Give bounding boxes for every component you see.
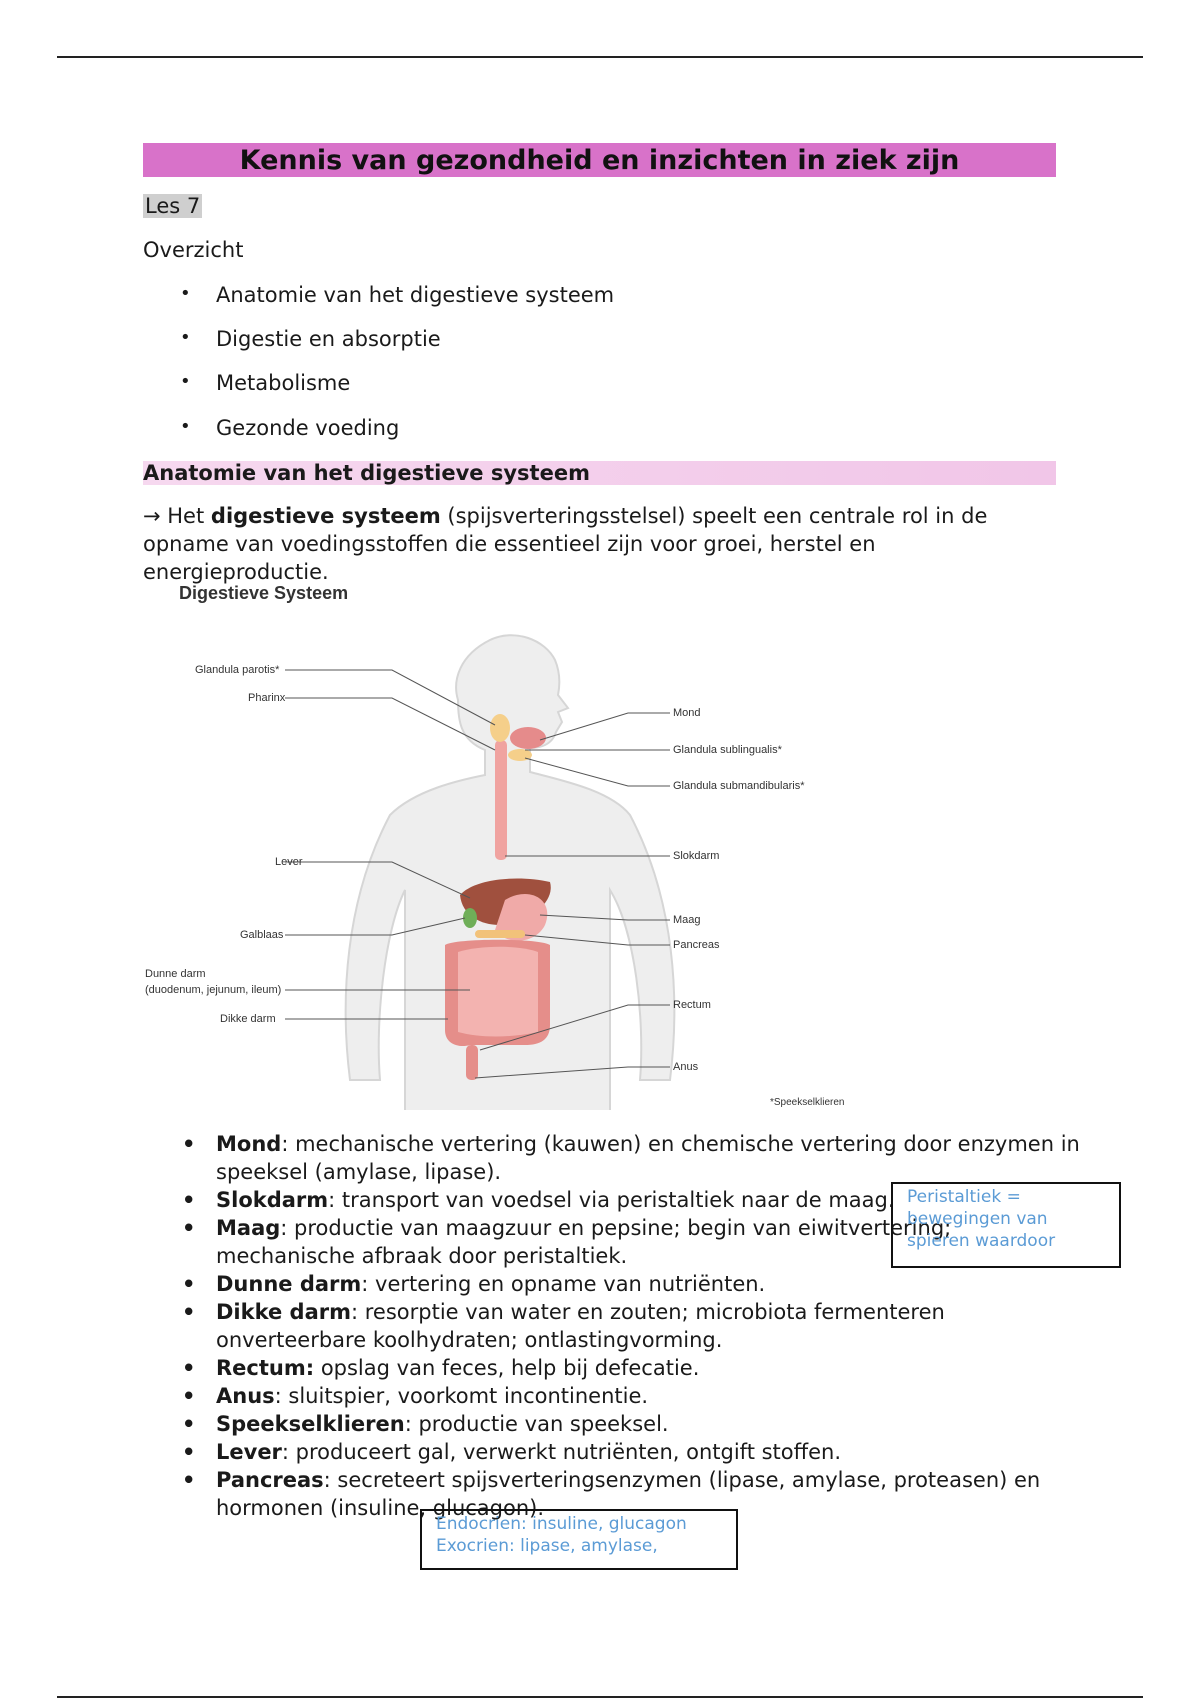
organ-desc: : produceert gal, verwerkt nutriënten, ontgift stoffen.: [281, 1440, 842, 1464]
intro-arrow: → Het: [143, 504, 211, 528]
label-galblaas: Galblaas: [240, 929, 284, 941]
document-title-text: Kennis van gezondheid en inzichten in ziek zijn: [239, 144, 960, 176]
gallbladder-shape: [463, 908, 477, 928]
organ-term: Mond: [216, 1132, 282, 1156]
organ-desc: : vertering en opname van nutriënten.: [361, 1272, 766, 1296]
bullet-icon: •: [182, 1468, 196, 1492]
organ-item: [182, 1438, 1096, 1466]
overview-item-text: Gezonde voeding: [216, 416, 400, 440]
organ-desc: : resorptie van water en zouten; microbiota fermenteren onverteerbare koolhydraten; ontlastingvorming.: [216, 1300, 945, 1352]
organ-term: Lever: [216, 1440, 282, 1464]
intro-bold: digestieve systeem: [210, 504, 441, 528]
overview-item-text: Metabolisme: [216, 371, 351, 395]
organ-item: [182, 1410, 1096, 1438]
label-glandula-sublingualis: Glandula sublingualis*: [673, 744, 782, 756]
figure-title: Digestieve Systeem: [179, 583, 349, 603]
label-dikke-darm: Dikke darm: [220, 1013, 276, 1025]
bullet-icon: •: [182, 1188, 196, 1212]
intro-paragraph: [143, 502, 1063, 586]
parotid-shape: [490, 714, 510, 742]
organ-term: Dikke darm: [216, 1300, 351, 1324]
label-maag: Maag: [673, 914, 701, 926]
organ-term: Dunne darm: [216, 1272, 362, 1296]
bullet-icon: •: [180, 416, 191, 437]
rectum-shape: [466, 1045, 478, 1080]
organ-term: Pancreas: [216, 1468, 324, 1492]
comment-line: Endocrien: insuline, glucagon: [436, 1514, 687, 1534]
organ-term: Speekselklieren: [216, 1412, 405, 1436]
overview-item: [180, 283, 615, 307]
label-pharinx: Pharinx: [248, 692, 286, 704]
overview-item-text: Digestie en absorptie: [216, 327, 441, 351]
bullet-icon: •: [182, 1132, 196, 1156]
mouth-shape: [510, 727, 546, 749]
overview-label: Overzicht: [143, 238, 244, 262]
pancreas-shape: [475, 930, 525, 938]
organ-item: [182, 1354, 1096, 1382]
organ-term: Anus: [216, 1384, 275, 1408]
organ-desc: : sluitspier, voorkomt incontinentie.: [274, 1384, 649, 1408]
bullet-icon: •: [182, 1384, 196, 1408]
label-anus: Anus: [673, 1061, 699, 1073]
organ-desc: : transport van voedsel via peristaltiek naar de maag.: [328, 1188, 895, 1212]
comment-pancreas[interactable]: [420, 1509, 738, 1570]
bullet-icon: •: [180, 327, 191, 348]
comment-line: Peristaltiek =: [907, 1187, 1021, 1207]
label-mond: Mond: [673, 707, 701, 719]
organ-item: [182, 1382, 1096, 1410]
bullet-icon: •: [182, 1356, 196, 1380]
organ-desc: : mechanische vertering (kauwen) en chemische vertering door enzymen in speeksel (amylase, lipase).: [216, 1132, 1080, 1184]
bullet-icon: •: [182, 1412, 196, 1436]
organ-desc: opslag van feces, help bij defecatie.: [314, 1356, 700, 1380]
digestive-system-figure: [140, 600, 880, 1110]
label-dunne-darm: Dunne darm: [145, 968, 206, 980]
label-rectum: Rectum: [673, 999, 711, 1011]
section-heading: Anatomie van het digestieve systeem: [143, 461, 1056, 485]
small-intestine-shape: [458, 947, 538, 1037]
bullet-icon: •: [182, 1440, 196, 1464]
figure-footnote: *Speekselklieren: [770, 1097, 845, 1108]
bullet-icon: •: [180, 371, 191, 392]
label-glandula-submandibularis: Glandula submandibularis*: [673, 780, 805, 792]
organ-item: [182, 1130, 1096, 1186]
bullet-icon: •: [182, 1272, 196, 1296]
comment-line: Exocrien: lipase, amylase,: [436, 1536, 658, 1556]
organ-item: [182, 1270, 1096, 1298]
label-glandula-parotis: Glandula parotis*: [195, 664, 280, 676]
bullet-icon: •: [182, 1300, 196, 1324]
overview-item: [180, 327, 441, 351]
organ-term: Maag: [216, 1216, 281, 1240]
document-title: [143, 143, 1056, 177]
organ-desc: : secreteert spijsverteringsenzymen (lipase, amylase, proteasen) en hormonen (insuline, glucagon).: [216, 1468, 1041, 1520]
organ-item: [182, 1298, 1096, 1354]
organ-desc: : productie van speeksel.: [404, 1412, 669, 1436]
label-dunne-darm-parts: (duodenum, jejunum, ileum): [145, 984, 282, 996]
organ-term: Slokdarm: [216, 1188, 329, 1212]
esophagus-shape: [495, 740, 507, 860]
overview-item-text: Anatomie van het digestieve systeem: [216, 283, 615, 307]
organ-desc: : productie van maagzuur en pepsine; begin van eiwitvertering; mechanische afbraak door peristaltiek.: [216, 1216, 952, 1268]
label-pancreas: Pancreas: [673, 939, 720, 951]
label-lever: Lever: [275, 856, 303, 868]
bottom-rule: [57, 1696, 1143, 1698]
comment-line: bewegingen van: [907, 1209, 1048, 1229]
lesson-label: Les 7: [145, 194, 201, 218]
bullet-icon: •: [180, 283, 191, 304]
overview-item: [180, 371, 351, 395]
intro-rest: (spijsverteringsstelsel) speelt een centrale rol in de opname van voedingsstoffen die essentieel zijn voor groei, herstel en energieproductie.: [143, 504, 988, 584]
label-slokdarm: Slokdarm: [673, 850, 720, 862]
organ-term: Rectum:: [216, 1356, 315, 1380]
overview-item: [180, 416, 400, 440]
comment-peristaltiek[interactable]: [891, 1182, 1121, 1268]
top-rule: [57, 56, 1143, 58]
bullet-icon: •: [182, 1216, 196, 1240]
comment-line: spieren waardoor: [907, 1231, 1056, 1251]
